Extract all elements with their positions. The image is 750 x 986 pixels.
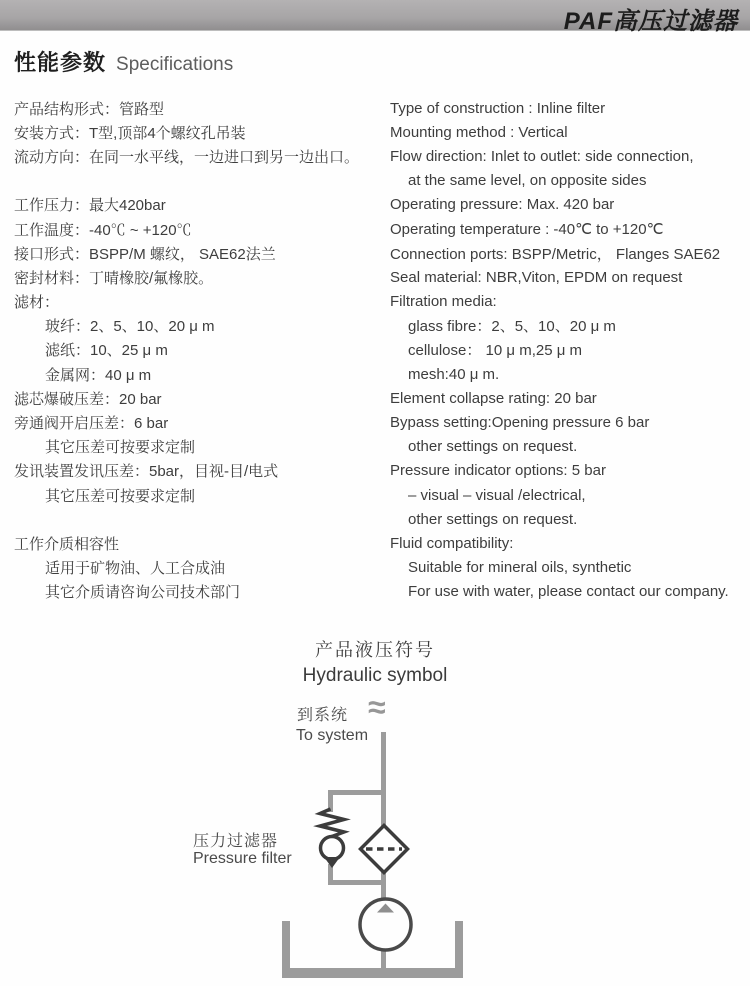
spec-cell-zh: 产品结构形式：管路型 <box>14 100 165 118</box>
spec-cell-en: Operating temperature : -40℃ to +120℃ <box>390 221 664 239</box>
spec-cell-zh: 工作温度：-40℃ ~ +120℃ <box>14 221 192 239</box>
spec-cell-en: Connection ports: BSPP/Metric， Flanges SAE62 <box>390 245 721 263</box>
spec-cell-zh: 金属网：40 μ m <box>45 366 152 384</box>
spec-row <box>0 241 750 265</box>
spec-cell-zh: 旁通阀开启压差：6 bar <box>14 415 169 433</box>
section-title <box>14 46 233 77</box>
hydraulic-symbol-title-en: Hydraulic symbol <box>302 665 448 686</box>
spec-cell-en: Seal material: NBR,Viton, EPDM on request <box>390 268 683 286</box>
spec-row <box>0 556 750 580</box>
spec-cell-en: Operating pressure: Max. 420 bar <box>390 196 615 214</box>
bypass-top-line <box>328 790 386 795</box>
pressure-filter-label-zh: 压力过滤器 <box>193 833 279 850</box>
spec-cell-en: other settings on request. <box>408 510 578 528</box>
tank-bottom <box>282 968 463 978</box>
spec-cell-en: mesh:40 μ m. <box>408 365 500 383</box>
spec-cell-zh: 滤纸：10、25 μ m <box>45 342 168 360</box>
spec-cell-zh: 其它介质请咨询公司技术部门 <box>45 584 241 602</box>
page-header-band <box>0 0 750 35</box>
spec-cell-zh: 工作压力：最大420bar <box>14 197 166 215</box>
spec-row <box>0 96 750 120</box>
spec-row <box>0 580 750 604</box>
hydraulic-symbol-diagram <box>0 690 750 986</box>
spec-row <box>0 120 750 144</box>
spec-row <box>0 410 750 434</box>
spec-cell-zh: 滤芯爆破压差：20 bar <box>14 390 162 408</box>
bypass-bottom-line <box>328 880 386 885</box>
spec-cell-en: glass fibre：2、5、10、20 μ m <box>408 318 616 336</box>
spec-cell-en: Pressure indicator options: 5 bar <box>390 462 606 480</box>
spec-cell-en: Fluid compatibility: <box>390 534 514 552</box>
spec-cell-en: Filtration media: <box>390 293 497 311</box>
spec-cell-zh: 安装方式：T型,顶部4个螺纹孔吊装 <box>14 124 246 142</box>
spec-cell-zh: 适用于矿物油、人工合成油 <box>45 560 226 578</box>
system-port-wave-icon: ≈ <box>368 689 386 725</box>
spec-cell-en: Type of construction : Inline filter <box>390 99 606 117</box>
section-title-zh: 性能参数 <box>14 50 107 75</box>
spec-row <box>0 435 750 459</box>
pressure-filter-label-en: Pressure filter <box>193 850 292 867</box>
spec-cell-zh: 其它压差可按要求定制 <box>45 439 196 457</box>
page-title: PAF高压过滤器 <box>563 8 738 35</box>
spec-row <box>0 338 750 362</box>
spec-cell-en: at the same level, on opposite sides <box>408 172 647 190</box>
bypass-spring-icon <box>320 809 344 837</box>
check-ball-icon <box>321 837 344 860</box>
spec-row <box>0 314 750 338</box>
spec-row <box>0 169 750 193</box>
spec-cell-zh: 接口形式：BSPP/M 螺纹， SAE62法兰 <box>14 245 276 263</box>
spec-row <box>0 531 750 555</box>
spec-cell-en: Element collapse rating: 20 bar <box>390 389 597 407</box>
section-title-en: Specifications <box>116 54 234 75</box>
to-system-label-en: To system <box>296 727 369 744</box>
spec-cell-en: – visual – visual /electrical, <box>408 486 586 504</box>
spec-row <box>0 265 750 289</box>
spec-cell-zh: 工作介质相容性 <box>14 535 120 553</box>
hydraulic-symbol-title <box>0 636 750 687</box>
spec-cell-zh: 其它压差可按要求定制 <box>45 487 196 505</box>
spec-cell-en: Flow direction: Inlet to outlet: side connection, <box>390 147 694 165</box>
hydraulic-symbol-title-zh: 产品液压符号 <box>315 640 435 660</box>
spec-cell-en: cellulose： 10 μ m,25 μ m <box>408 342 583 360</box>
spec-cell-en: For use with water, please contact our company. <box>408 583 729 601</box>
spec-rows <box>0 96 750 604</box>
spec-cell-en: other settings on request. <box>408 438 578 456</box>
spec-cell-en: Mounting method : Vertical <box>390 123 568 141</box>
spec-row <box>0 217 750 241</box>
spec-cell-en: Suitable for mineral oils, synthetic <box>408 559 632 577</box>
spec-cell-en: Bypass setting:Opening pressure 6 bar <box>390 414 650 432</box>
spec-row <box>0 459 750 483</box>
spec-row <box>0 483 750 507</box>
spec-row <box>0 386 750 410</box>
spec-cell-zh: 流动方向：在同一水平线，一边进口到另一边出口。 <box>14 148 360 166</box>
spec-cell-zh: 滤材： <box>14 294 60 312</box>
spec-cell-zh: 密封材料：丁晴橡胶/氟橡胶。 <box>14 269 214 287</box>
valve-seat-icon <box>324 857 340 868</box>
spec-row <box>0 193 750 217</box>
spec-row <box>0 290 750 314</box>
spec-row <box>0 507 750 531</box>
spec-row <box>0 362 750 386</box>
spec-cell-zh: 玻纤：2、5、10、20 μ m <box>45 318 215 336</box>
spec-row <box>0 144 750 168</box>
spec-cell-zh: 发讯装置发讯压差：5bar，目视-目/电式 <box>14 463 279 481</box>
to-system-label-zh: 到系统 <box>297 707 349 724</box>
